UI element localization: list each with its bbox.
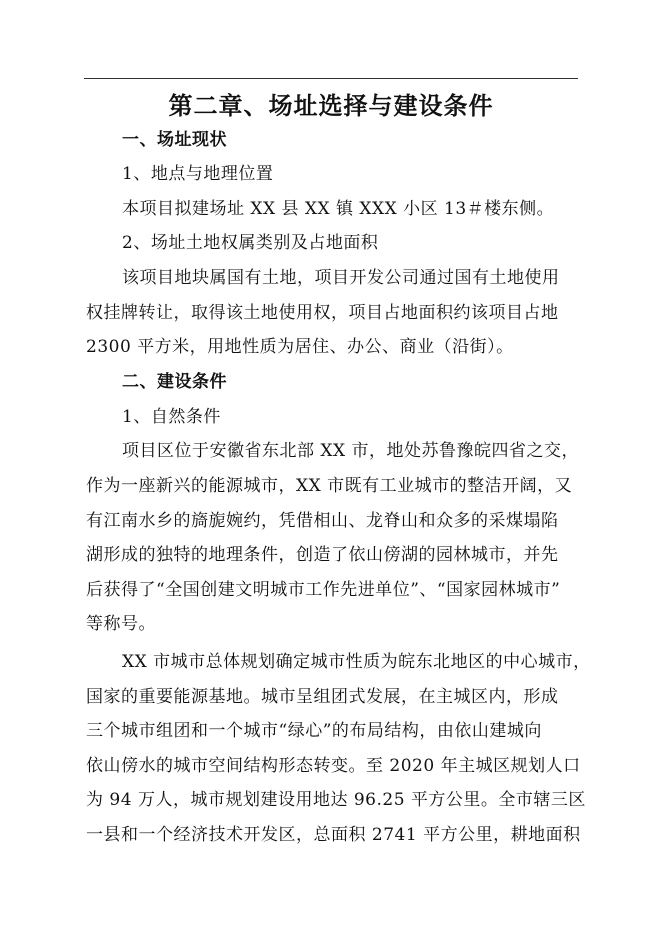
paragraph-line: XX 市城市总体规划确定城市性质为皖东北地区的中心城市，	[122, 652, 591, 672]
subheading-location: 1、地点与地理位置	[122, 164, 274, 184]
paragraph-line: 三个城市组团和一个城市“绿心”的布局结构，由依山建城向	[86, 721, 542, 741]
paragraph-line: 2300 平方米，用地性质为居住、办公、商业（沿街）。	[86, 337, 514, 357]
paragraph-line: 该项目地块属国有土地，项目开发公司通过国有土地使用	[122, 268, 560, 288]
paragraph-line: 国家的重要能源基地。城市呈组团式发展，在主城区内，形成	[86, 687, 559, 707]
subheading-natural-conditions: 1、自然条件	[122, 407, 221, 427]
paragraph-line: 有江南水乡的旖旎婉约，凭借相山、龙脊山和众多的采煤塌陷	[86, 511, 559, 531]
paragraph-line: 一县和一个经济技术开发区，总面积 2741 平方公里，耕地面积	[86, 825, 581, 845]
paragraph-line: 作为一座新兴的能源城市，XX 市既有工业城市的整洁开阔，又	[86, 476, 573, 496]
section-heading-site-status: 一、场址现状	[122, 130, 227, 150]
subheading-land-ownership: 2、场址土地权属类别及占地面积	[122, 233, 379, 253]
paragraph-line: 湖形成的独特的地理条件，创造了依山傍湖的园林城市，并先	[86, 545, 559, 565]
paragraph-line: 权挂牌转让，取得该土地使用权，项目占地面积约该项目占地	[86, 303, 559, 323]
paragraph-line: 本项目拟建场址 XX 县 XX 镇 XXX 小区 13＃楼东侧。	[122, 199, 555, 219]
paragraph-line: 为 94 万人，城市规划建设用地达 96.25 平方公里。全市辖三区	[86, 790, 586, 810]
paragraph-line: 依山傍水的城市空间结构形态转变。至 2020 年主城区规划人口	[86, 756, 581, 776]
chapter-title: 第二章、场址选择与建设条件	[168, 91, 494, 120]
paragraph-line: 等称号。	[86, 614, 156, 634]
header-rule	[84, 78, 578, 79]
paragraph-line: 项目区位于安徽省东北部 XX 市，地处苏鲁豫皖四省之交，	[122, 441, 580, 461]
section-heading-construction: 二、建设条件	[122, 372, 227, 392]
paragraph-line: 后获得了“全国创建文明城市工作先进单位”、“国家园林城市”	[86, 580, 561, 600]
